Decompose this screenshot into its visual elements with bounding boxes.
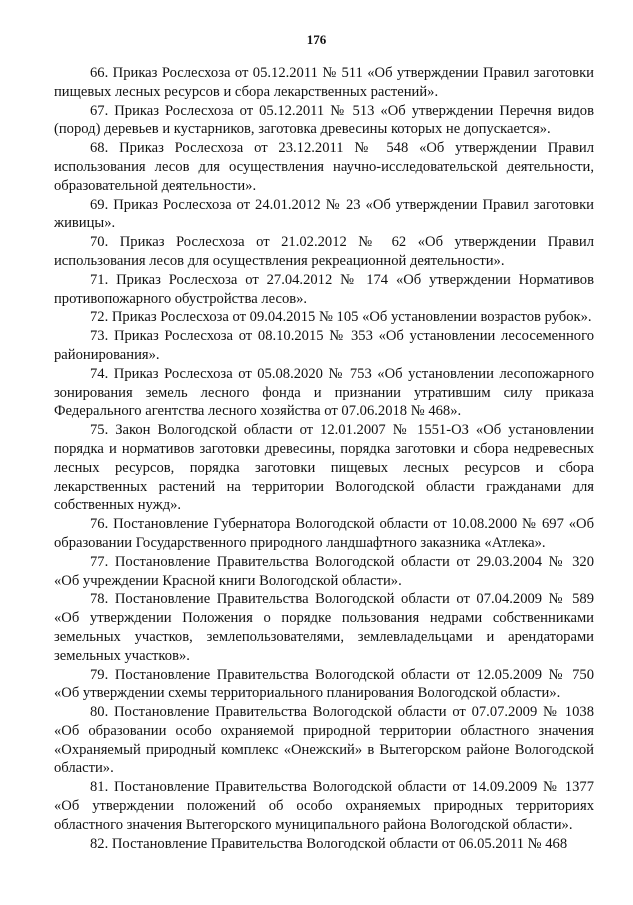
list-item: 78. Постановление Правительства Вологодской области от 07.04.2009 № 589 «Об утверждении Положения о порядке пользования недрами собственниками земельных участков, землепользователями, землевладельцами и арендаторами земельных участков». — [54, 591, 594, 664]
list-item: 82. Постановление Правительства Вологодской области от 06.05.2011 № 468 — [90, 835, 568, 852]
reference-list — [54, 64, 594, 853]
list-item: 68. Приказ Рослесхоза от 23.12.2011 № 548 «Об утверждении Правил использования лесов для осуществления научно-исследовательской деятельности, образовательной деятельности». — [54, 140, 594, 194]
list-item: 76. Постановление Губернатора Вологодской области от 10.08.2000 № 697 «Об образовании Государственного природного ландшафтного заказника «Атлека». — [54, 516, 594, 551]
list-item: 69. Приказ Рослесхоза от 24.01.2012 № 23 «Об утверждении Правил заготовки живицы». — [54, 196, 594, 232]
list-item: 66. Приказ Рослесхоза от 05.12.2011 № 511 «Об утверждении Правил заготовки пищевых лесных ресурсов и сбора лекарственных растений». — [54, 65, 594, 100]
list-item: 71. Приказ Рослесхоза от 27.04.2012 № 174 «Об утверждении Нормативов противопожарного обустройства лесов». — [54, 271, 594, 307]
list-item: 70. Приказ Рослесхоза от 21.02.2012 № 62 «Об утверждении Правил использования лесов для осуществления рекреационной деятельности». — [54, 234, 594, 269]
page-number: 176 — [306, 32, 327, 47]
list-item: 77. Постановление Правительства Вологодской области от 29.03.2004 № 320 «Об учреждении Красной книги Вологодской области». — [54, 553, 594, 589]
list-item: 81. Постановление Правительства Вологодской области от 14.09.2009 № 1377 «Об утверждении положений об особо охраняемых природных территориях областного значения Вытегорского муниципального района Вологодской области». — [54, 779, 594, 833]
list-item: 73. Приказ Рослесхоза от 08.10.2015 № 353 «Об установлении лесосеменного районирования». — [54, 328, 594, 363]
list-item: 79. Постановление Правительства Вологодской области от 12.05.2009 № 750 «Об утверждении схемы территориального планирования Вологодской области». — [54, 666, 594, 702]
list-item: 75. Закон Вологодской области от 12.01.2007 № 1551-ОЗ «Об установлении порядка и нормативов заготовки древесины, порядка заготовки и сбора недревесных лесных ресурсов, порядка заготовки пищевых лесных ресурсов и сбора лекарственных растений на территории Вологодской области гражданами для собственных нужд». — [54, 422, 594, 514]
list-item: 80. Постановление Правительства Вологодской области от 07.07.2009 № 1038 «Об образовании особо охраняемой природной территории областного значения «Охраняемый природный комплекс «Онежский» в Вытегорском районе Вологодской области». — [54, 704, 594, 777]
list-item: 67. Приказ Рослесхоза от 05.12.2011 № 513 «Об утверждении Перечня видов (пород) деревьев и кустарников, заготовка древесины которых не допускается». — [54, 102, 594, 138]
list-item: 72. Приказ Рослесхоза от 09.04.2015 № 105 «Об установлении возрастов рубок». — [90, 309, 592, 326]
list-item: 74. Приказ Рослесхоза от 05.08.2020 № 753 «Об установлении лесопожарного зонирования земель лесного фонда и признании утратившим силу приказа Федерального агентства лесного хозяйства от 07.06.2018 № 468». — [54, 365, 594, 420]
